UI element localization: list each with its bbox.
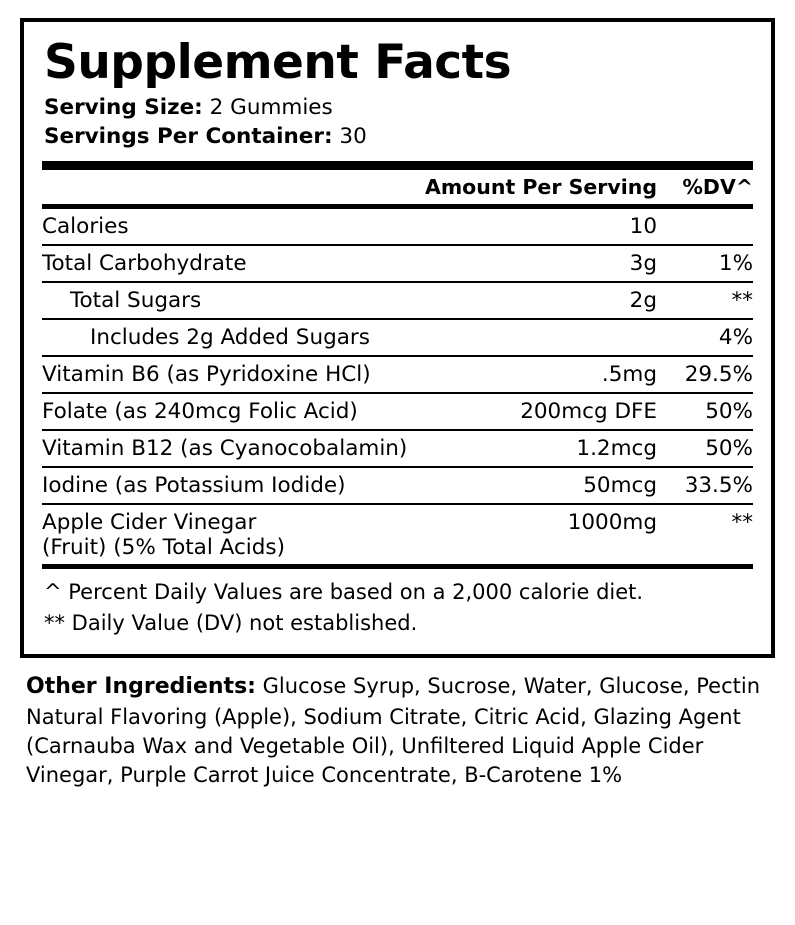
supplement-facts-panel (20, 18, 775, 658)
other-ingredients (26, 672, 771, 789)
footnote-dv-not-established: ** Daily Value (DV) not established. (44, 610, 418, 635)
row-dv: 33.5% (667, 467, 753, 504)
other-ingredients-label: Other Ingredients: (26, 674, 256, 700)
table-row (42, 430, 753, 467)
row-amount: 1.2mcg (488, 430, 667, 467)
row-dv: 50% (667, 430, 753, 467)
row-name: Iodine (as Potassium Iodide) (42, 467, 488, 504)
row-amount: 50mcg (488, 467, 667, 504)
table-row-apple-cider-vinegar (42, 504, 753, 535)
row-name: Folate (as 240mcg Folic Acid) (42, 393, 488, 430)
nutrition-table (42, 170, 753, 204)
row-amount (488, 319, 667, 356)
servings-per-container-value: 30 (339, 124, 367, 150)
serving-size-value: 2 Gummies (209, 95, 333, 121)
table-row (42, 467, 753, 504)
row-dv: 1% (667, 245, 753, 282)
table-row (42, 319, 753, 356)
footnote-percent-daily-values: ^ Percent Daily Values are based on a 2,000 calorie diet. (44, 580, 644, 605)
row-amount: 2g (488, 282, 667, 319)
row-amount: 200mcg DFE (488, 393, 667, 430)
row-name: Apple Cider Vinegar (42, 504, 488, 535)
row-name-line2: (Fruit) (5% Total Acids) (42, 535, 286, 561)
row-name: Calories (42, 214, 129, 240)
nutrition-rows (42, 209, 753, 564)
row-amount: .5mg (488, 356, 667, 393)
header-daily-value: %DV^ (682, 175, 753, 200)
header-amount-per-serving: Amount Per Serving (424, 175, 657, 200)
table-row (42, 282, 753, 319)
row-dv: ** (667, 504, 753, 535)
table-row (42, 356, 753, 393)
row-name: Total Carbohydrate (42, 245, 488, 282)
table-header-row (42, 170, 753, 204)
serving-size-label: Serving Size: (44, 95, 203, 121)
row-dv: 4% (667, 319, 753, 356)
row-dv: 50% (667, 393, 753, 430)
row-amount: 1000mg (488, 504, 667, 535)
serving-size-line (44, 93, 753, 122)
table-row (42, 393, 753, 430)
row-dv: ** (667, 282, 753, 319)
table-row (42, 245, 753, 282)
row-dv (667, 209, 753, 245)
row-dv-blank (667, 535, 753, 564)
row-amount-blank (488, 535, 667, 564)
servings-per-container-line (44, 122, 753, 151)
row-dv: 29.5% (667, 356, 753, 393)
row-name: Total Sugars (42, 282, 488, 319)
table-row (42, 209, 753, 245)
divider-thick-top (42, 161, 753, 170)
servings-per-container-label: Servings Per Container: (44, 124, 333, 150)
row-name: Vitamin B12 (as Cyanocobalamin) (42, 430, 488, 467)
table-row-apple-cider-vinegar-sub (42, 535, 753, 564)
footnotes (44, 569, 753, 638)
row-amount: 10 (629, 214, 657, 240)
panel-title: Supplement Facts (44, 35, 512, 90)
row-name: Includes 2g Added Sugars (42, 319, 488, 356)
other-ingredients-text: Glucose Syrup, Sucrose, Water, Glucose, Pectin Natural Flavoring (Apple), Sodium Citrate, Citric Acid, Glazing Agent (Carnauba Wax and Vegetable Oil), Unfiltered Liquid Apple Cider Vinegar, Purple Carrot Juice Concentrate, B-Carotene 1% (26, 674, 761, 787)
row-amount: 3g (488, 245, 667, 282)
row-name: Vitamin B6 (as Pyridoxine HCl) (42, 356, 488, 393)
